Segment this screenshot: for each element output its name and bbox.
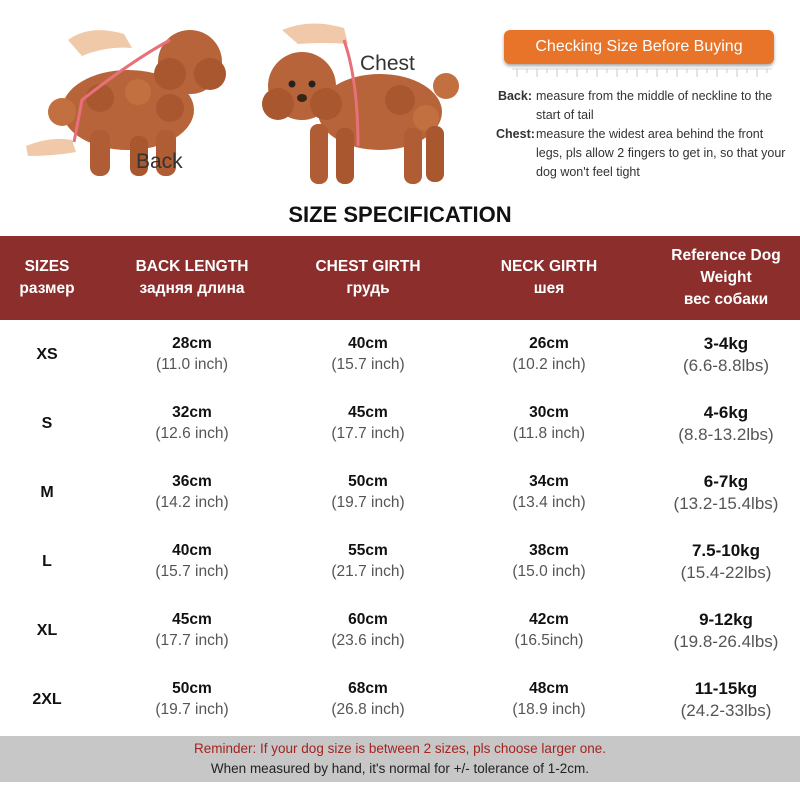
chest-cell <box>290 389 446 458</box>
kg-value: 11-15kg <box>694 678 758 698</box>
header-text: Weight <box>700 269 752 286</box>
instruction-text: measure from the middle of neckline to the start of tail <box>536 89 773 122</box>
neck-cell <box>446 596 652 665</box>
instruction-term: Back: <box>497 89 532 103</box>
table-body <box>0 320 800 734</box>
weight-cell <box>652 665 800 734</box>
inch-value: (11.8 inch) <box>512 424 586 442</box>
chest-cell <box>290 527 446 596</box>
hand-top <box>282 23 348 44</box>
cm-value: 38cm <box>529 541 569 559</box>
table-row <box>0 596 800 665</box>
inch-value: (19.7 inch) <box>155 700 229 718</box>
footer-notes <box>0 736 800 782</box>
inch-value: (13.4 inch) <box>512 493 586 511</box>
back-cell <box>94 389 290 458</box>
back-cell <box>94 320 290 389</box>
inch-value: (14.2 inch) <box>155 493 229 511</box>
inch-value: (15.7 inch) <box>155 562 229 580</box>
table-row <box>0 527 800 596</box>
size-cell: XL <box>36 621 58 639</box>
lbs-value: (19.8-26.4lbs) <box>673 631 779 651</box>
dog-eye <box>289 81 296 88</box>
measurement-illustration <box>0 0 800 200</box>
chest-label: Chest <box>360 52 415 75</box>
weight-cell <box>652 527 800 596</box>
inch-value: (17.7 inch) <box>155 631 229 649</box>
weight-cell <box>652 596 800 665</box>
dog-tail <box>48 98 76 126</box>
ruler-icon <box>512 67 772 81</box>
inch-value: (18.9 inch) <box>512 700 586 718</box>
neck-cell <box>446 389 652 458</box>
fur-curl <box>125 79 151 105</box>
page-title: SIZE SPECIFICATION <box>288 202 512 227</box>
header-text-ru: задняя длина <box>139 280 245 297</box>
chest-cell <box>290 458 446 527</box>
size-cell: L <box>42 552 52 570</box>
inch-value: (10.2 inch) <box>512 355 586 373</box>
dog-leg <box>90 130 110 176</box>
cm-value: 68cm <box>348 679 388 697</box>
kg-value: 7.5-10kg <box>691 540 761 560</box>
header-chest-girth <box>290 236 446 320</box>
chest-measurement-photo <box>240 0 480 200</box>
dog-ear <box>262 88 294 120</box>
dog-ear <box>194 58 226 90</box>
dog-nose <box>297 94 307 102</box>
kg-value: 3-4kg <box>703 333 749 353</box>
inch-value: (17.7 inch) <box>331 424 405 442</box>
back-cell <box>94 458 290 527</box>
fur-curl <box>156 94 184 122</box>
dog-ear <box>154 58 186 90</box>
instruction-term: Chest: <box>496 127 535 141</box>
lbs-value: (13.2-15.4lbs) <box>673 493 779 513</box>
cm-value: 50cm <box>348 472 388 490</box>
dog-leg <box>404 128 422 184</box>
header-text: BACK LENGTH <box>135 258 249 275</box>
weight-cell <box>652 458 800 527</box>
header-text-ru: грудь <box>346 280 390 297</box>
inch-value: (15.0 inch) <box>512 562 586 580</box>
tolerance-text: When measured by hand, it's normal for +/- tolerance of 1-2cm. <box>210 761 590 776</box>
lbs-value: (6.6-8.8lbs) <box>683 355 769 375</box>
size-cell: M <box>40 483 54 501</box>
neck-cell <box>446 458 652 527</box>
cm-value: 34cm <box>529 472 569 490</box>
dog-leg <box>426 126 444 182</box>
header-text-ru: размер <box>19 280 75 297</box>
table-header <box>0 236 800 320</box>
dog-tail <box>433 73 459 99</box>
cm-value: 55cm <box>348 541 388 559</box>
dog-eye <box>309 81 316 88</box>
cm-value: 32cm <box>172 403 212 421</box>
header-text: CHEST GIRTH <box>315 258 421 275</box>
reminder-text: Reminder: If your dog size is between 2 sizes, pls choose larger one. <box>194 741 606 756</box>
table-row <box>0 665 800 734</box>
fur-curl <box>385 85 415 115</box>
table-row <box>0 389 800 458</box>
weight-cell <box>652 320 800 389</box>
back-cell <box>94 596 290 665</box>
chest-cell <box>290 320 446 389</box>
header-text: Reference Dog <box>671 247 781 264</box>
header-back-length <box>94 236 290 320</box>
fur-curl <box>86 84 114 112</box>
back-label: Back <box>136 150 183 173</box>
instruction-list <box>496 87 792 182</box>
header-text-ru: вес собаки <box>683 291 769 308</box>
dog-leg <box>336 128 354 184</box>
cm-value: 60cm <box>348 610 388 628</box>
cm-value: 40cm <box>172 541 212 559</box>
inch-value: (26.8 inch) <box>331 700 405 718</box>
cm-value: 50cm <box>172 679 212 697</box>
instruction-chest <box>496 125 792 182</box>
header-reference-weight <box>652 236 800 320</box>
cm-value: 26cm <box>529 334 569 352</box>
kg-value: 9-12kg <box>699 609 753 629</box>
neck-cell <box>446 320 652 389</box>
header-neck-girth <box>446 236 652 320</box>
dog-leg <box>310 124 328 184</box>
size-cell: 2XL <box>32 690 62 708</box>
cm-value: 42cm <box>529 610 569 628</box>
inch-value: (12.6 inch) <box>155 424 229 442</box>
cm-value: 45cm <box>172 610 212 628</box>
inch-value: (23.6 inch) <box>331 631 405 649</box>
dog-chest-illustration <box>240 0 480 200</box>
inch-value: (16.5inch) <box>514 631 584 649</box>
header-text-ru: шея <box>533 280 565 297</box>
kg-value: 4-6kg <box>703 402 749 422</box>
neck-cell <box>446 665 652 734</box>
measuring-instructions <box>496 30 792 182</box>
inch-value: (19.7 inch) <box>331 493 405 511</box>
cm-value: 48cm <box>529 679 569 697</box>
lbs-value: (15.4-22lbs) <box>680 562 772 582</box>
inch-value: (21.7 inch) <box>331 562 405 580</box>
checking-size-banner: Checking Size Before Buying <box>504 30 774 64</box>
cm-value: 36cm <box>172 472 212 490</box>
hand-top <box>68 30 132 56</box>
neck-cell <box>446 527 652 596</box>
table-row <box>0 320 800 389</box>
table-row <box>0 458 800 527</box>
hand-bottom <box>26 139 76 156</box>
chest-cell <box>290 665 446 734</box>
inch-value: (11.0 inch) <box>155 355 229 373</box>
instruction-text: measure the widest area behind the front legs, pls allow 2 fingers to get in, so that your dog won't feel tight <box>536 127 786 179</box>
kg-value: 6-7kg <box>703 471 749 491</box>
inch-value: (15.7 inch) <box>331 355 405 373</box>
weight-cell <box>652 389 800 458</box>
back-cell <box>94 665 290 734</box>
lbs-value: (8.8-13.2lbs) <box>678 424 774 444</box>
size-cell: S <box>41 414 53 432</box>
size-cell: XS <box>36 345 58 363</box>
header-text: SIZES <box>24 258 70 275</box>
instruction-back <box>496 87 792 125</box>
header-sizes <box>0 236 94 320</box>
cm-value: 40cm <box>348 334 388 352</box>
dog-ear <box>310 88 342 120</box>
cm-value: 30cm <box>529 403 569 421</box>
size-table <box>0 236 800 734</box>
back-cell <box>94 527 290 596</box>
chest-cell <box>290 596 446 665</box>
header-text: NECK GIRTH <box>500 258 598 275</box>
lbs-value: (24.2-33lbs) <box>680 700 772 720</box>
cm-value: 45cm <box>348 403 388 421</box>
cm-value: 28cm <box>172 334 212 352</box>
